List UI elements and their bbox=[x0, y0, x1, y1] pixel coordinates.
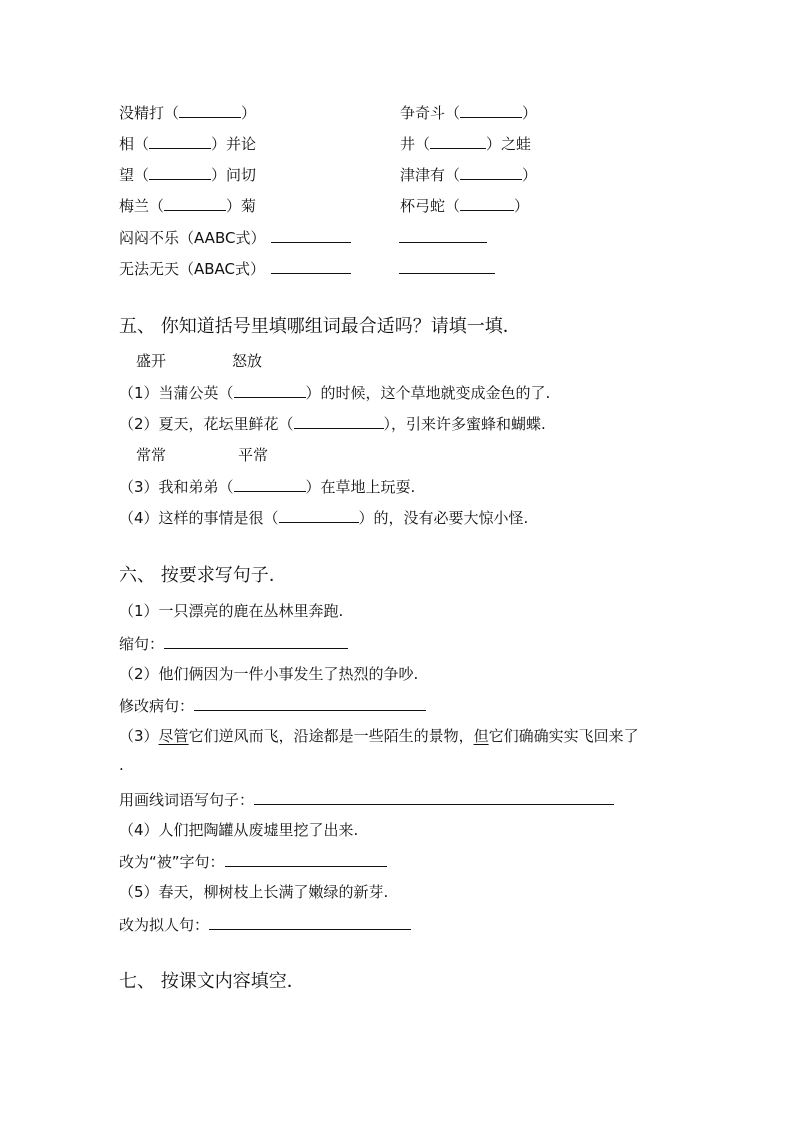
idiom-pattern-aabc: 闷闷不乐（AABC式） bbox=[119, 228, 487, 247]
answer-blank[interactable] bbox=[460, 165, 522, 180]
task-6-4: 改为“被”字句： bbox=[119, 852, 387, 871]
task-6-2: 修改病句： bbox=[119, 696, 426, 715]
answer-line[interactable] bbox=[164, 634, 348, 649]
answer-blank[interactable] bbox=[279, 508, 359, 523]
task-6-3: 用画线词语写句子： bbox=[119, 790, 614, 809]
answer-blank[interactable] bbox=[399, 228, 487, 243]
sentence-6-1: （1）一只漂亮的鹿在丛林里奔跑. bbox=[119, 602, 344, 620]
idiom-row-4-right: 杯弓蛇（ ） bbox=[400, 197, 530, 215]
idiom-row-2-left: 相（ ）并论 bbox=[119, 135, 257, 153]
task-6-1: 缩句： bbox=[119, 634, 348, 653]
task-6-5: 改为拟人句： bbox=[119, 915, 411, 934]
idiom-row-3-left: 望（ ）问切 bbox=[119, 166, 257, 184]
idiom-row-3-right: 津津有（ ） bbox=[400, 166, 538, 184]
section-7-heading: 七、 按课文内容填空． bbox=[119, 971, 305, 992]
underlined-word: 尽管 bbox=[158, 727, 189, 745]
sentence-6-3: （3）尽管它们逆风而飞，沿途都是一些陌生的景物，但它们确确实实飞回来了 bbox=[119, 727, 639, 745]
section-5-heading: 五、 你知道括号里填哪组词最合适吗？请填一填． bbox=[119, 316, 521, 337]
idiom-pattern-abac: 无法无天（ABAC式） bbox=[119, 259, 495, 278]
word-choice-pair-1: 盛开 怒放 bbox=[136, 352, 263, 370]
answer-blank[interactable] bbox=[271, 228, 351, 243]
idiom-row-2-right: 井（ ）之蛙 bbox=[400, 135, 532, 153]
answer-blank[interactable] bbox=[294, 414, 384, 429]
section-6-heading: 六、 按要求写句子. bbox=[119, 565, 275, 586]
answer-blank[interactable] bbox=[164, 196, 226, 211]
question-5-4: （4）这样的事情是很（ ）的，没有必要大惊小怪. bbox=[119, 509, 529, 527]
question-5-2: （2）夏天，花坛里鲜花（ ），引来许多蜜蜂和蝴蝶. bbox=[119, 415, 546, 433]
answer-blank[interactable] bbox=[234, 477, 306, 492]
answer-blank[interactable] bbox=[234, 383, 306, 398]
answer-blank[interactable] bbox=[149, 165, 211, 180]
answer-blank[interactable] bbox=[430, 134, 486, 149]
answer-line[interactable] bbox=[209, 915, 411, 930]
answer-blank[interactable] bbox=[149, 134, 211, 149]
underlined-word: 但 bbox=[473, 727, 489, 745]
sentence-6-3-wrap: . bbox=[119, 756, 124, 774]
sentence-6-2: （2）他们俩因为一件小事发生了热烈的争吵. bbox=[119, 665, 419, 683]
sentence-6-4: （4）人们把陶罐从废墟里挖了出来. bbox=[119, 821, 359, 839]
word-choice-pair-2: 常常 平常 bbox=[136, 446, 269, 464]
question-5-3: （3）我和弟弟（ ）在草地上玩耍. bbox=[119, 478, 416, 496]
answer-line[interactable] bbox=[194, 696, 426, 711]
answer-line[interactable] bbox=[254, 790, 614, 805]
idiom-row-4-left: 梅兰（ ）菊 bbox=[119, 197, 257, 215]
answer-blank[interactable] bbox=[460, 103, 522, 118]
answer-blank[interactable] bbox=[271, 259, 351, 274]
answer-blank[interactable] bbox=[179, 103, 241, 118]
idiom-row-1-left: 没精打（ ） bbox=[119, 104, 257, 122]
answer-line[interactable] bbox=[225, 852, 387, 867]
question-5-1: （1）当蒲公英（ ）的时候，这个草地就变成金色的了. bbox=[119, 384, 551, 402]
answer-blank[interactable] bbox=[399, 259, 495, 274]
idiom-row-1-right: 争奇斗（ ） bbox=[400, 104, 538, 122]
sentence-6-5: （5）春天，柳树枝上长满了嫩绿的新芽. bbox=[119, 883, 389, 901]
answer-blank[interactable] bbox=[460, 196, 514, 211]
